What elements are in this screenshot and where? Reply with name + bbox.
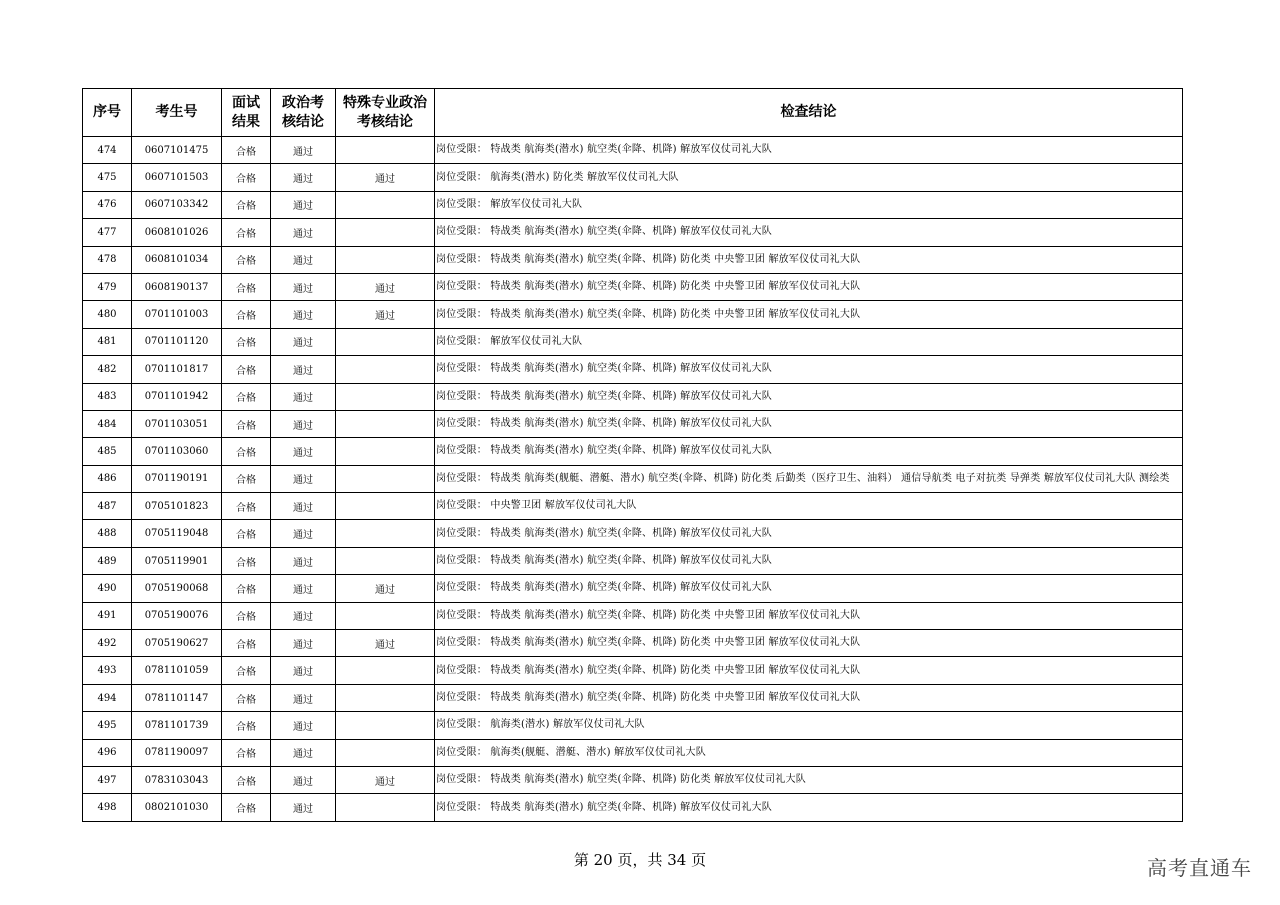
cell-interview: 合格 — [222, 438, 271, 465]
header-conclusion: 检查结论 — [435, 89, 1183, 137]
cell-candidate-no: 0701101003 — [132, 301, 222, 328]
cell-candidate-no: 0802101030 — [132, 794, 222, 821]
cell-candidate-no: 0705190627 — [132, 630, 222, 657]
cell-conclusion: 岗位受限： 特战类 航海类(潜水) 航空类(伞降、机降) 防化类 中央警卫团 解放军仪仗司礼大队 — [435, 301, 1183, 328]
cell-special — [336, 438, 435, 465]
results-table — [82, 88, 1183, 822]
cell-candidate-no: 0701101942 — [132, 383, 222, 410]
cell-political: 通过 — [271, 547, 336, 574]
page-number: 第 20 页，共 34 页 — [573, 851, 707, 869]
cell-special — [336, 739, 435, 766]
cell-seq: 477 — [83, 219, 132, 246]
table-row — [83, 575, 1183, 602]
cell-political: 通过 — [271, 575, 336, 602]
cell-interview: 合格 — [222, 794, 271, 821]
cell-special — [336, 219, 435, 246]
cell-interview: 合格 — [222, 630, 271, 657]
cell-seq: 483 — [83, 383, 132, 410]
cell-conclusion: 岗位受限： 特战类 航海类(潜水) 航空类(伞降、机降) 解放军仪仗司礼大队 — [435, 794, 1183, 821]
table-row — [83, 547, 1183, 574]
cell-candidate-no: 0607103342 — [132, 191, 222, 218]
cell-candidate-no: 0608101034 — [132, 246, 222, 273]
cell-seq: 495 — [83, 712, 132, 739]
cell-seq: 491 — [83, 602, 132, 629]
table-row — [83, 602, 1183, 629]
cell-conclusion: 岗位受限： 特战类 航海类(潜水) 航空类(伞降、机降) 防化类 中央警卫团 解放军仪仗司礼大队 — [435, 630, 1183, 657]
header-seq: 序号 — [83, 89, 132, 137]
cell-seq: 497 — [83, 766, 132, 793]
cell-political: 通过 — [271, 712, 336, 739]
table-body — [83, 137, 1183, 822]
cell-special — [336, 520, 435, 547]
cell-interview: 合格 — [222, 465, 271, 492]
cell-interview: 合格 — [222, 273, 271, 300]
cell-seq: 481 — [83, 328, 132, 355]
table-row — [83, 630, 1183, 657]
cell-interview: 合格 — [222, 520, 271, 547]
cell-special — [336, 493, 435, 520]
cell-seq: 475 — [83, 164, 132, 191]
cell-interview: 合格 — [222, 657, 271, 684]
cell-political: 通过 — [271, 684, 336, 711]
cell-conclusion: 岗位受限： 特战类 航海类(潜水) 航空类(伞降、机降) 解放军仪仗司礼大队 — [435, 547, 1183, 574]
header-political — [271, 89, 336, 137]
table-row — [83, 301, 1183, 328]
cell-special — [336, 356, 435, 383]
cell-special — [336, 383, 435, 410]
cell-conclusion: 岗位受限： 特战类 航海类(潜水) 航空类(伞降、机降) 解放军仪仗司礼大队 — [435, 219, 1183, 246]
cell-seq: 485 — [83, 438, 132, 465]
cell-conclusion: 岗位受限： 特战类 航海类(潜水) 航空类(伞降、机降) 解放军仪仗司礼大队 — [435, 137, 1183, 164]
cell-interview: 合格 — [222, 191, 271, 218]
table-row — [83, 383, 1183, 410]
cell-special — [336, 246, 435, 273]
header-interview-line2: 结果 — [232, 113, 260, 130]
cell-seq: 478 — [83, 246, 132, 273]
cell-political: 通过 — [271, 602, 336, 629]
cell-interview: 合格 — [222, 712, 271, 739]
cell-conclusion: 岗位受限： 航海类(潜水) 防化类 解放军仪仗司礼大队 — [435, 164, 1183, 191]
cell-seq: 488 — [83, 520, 132, 547]
cell-candidate-no: 0705190076 — [132, 602, 222, 629]
cell-conclusion: 岗位受限： 特战类 航海类(潜水) 航空类(伞降、机降) 解放军仪仗司礼大队 — [435, 575, 1183, 602]
table-row — [83, 137, 1183, 164]
cell-seq: 486 — [83, 465, 132, 492]
cell-seq: 496 — [83, 739, 132, 766]
table-row — [83, 493, 1183, 520]
table-row — [83, 794, 1183, 821]
cell-seq: 493 — [83, 657, 132, 684]
table-row — [83, 191, 1183, 218]
cell-candidate-no: 0781190097 — [132, 739, 222, 766]
cell-conclusion: 岗位受限： 特战类 航海类(潜水) 航空类(伞降、机降) 解放军仪仗司礼大队 — [435, 356, 1183, 383]
cell-political: 通过 — [271, 219, 336, 246]
cell-special — [336, 465, 435, 492]
table-row — [83, 219, 1183, 246]
cell-candidate-no: 0701101817 — [132, 356, 222, 383]
header-special-line2: 考核结论 — [357, 113, 413, 130]
cell-political: 通过 — [271, 410, 336, 437]
header-special-line1: 特殊专业政治 — [343, 94, 427, 111]
cell-political: 通过 — [271, 164, 336, 191]
watermark: 高考直通车 — [1147, 856, 1252, 880]
cell-political: 通过 — [271, 465, 336, 492]
cell-interview: 合格 — [222, 356, 271, 383]
cell-interview: 合格 — [222, 219, 271, 246]
cell-interview: 合格 — [222, 301, 271, 328]
table-row — [83, 766, 1183, 793]
table-row — [83, 356, 1183, 383]
cell-candidate-no: 0705119901 — [132, 547, 222, 574]
cell-interview: 合格 — [222, 766, 271, 793]
cell-special — [336, 712, 435, 739]
cell-interview: 合格 — [222, 410, 271, 437]
cell-conclusion: 岗位受限： 特战类 航海类(潜水) 航空类(伞降、机降) 解放军仪仗司礼大队 — [435, 438, 1183, 465]
table-row — [83, 246, 1183, 273]
table-row — [83, 739, 1183, 766]
table-row — [83, 465, 1183, 492]
cell-seq: 484 — [83, 410, 132, 437]
cell-candidate-no: 0781101147 — [132, 684, 222, 711]
cell-conclusion: 岗位受限： 特战类 航海类(潜水) 航空类(伞降、机降) 防化类 中央警卫团 解放军仪仗司礼大队 — [435, 657, 1183, 684]
cell-political: 通过 — [271, 137, 336, 164]
cell-political: 通过 — [271, 246, 336, 273]
cell-candidate-no: 0608101026 — [132, 219, 222, 246]
cell-conclusion: 岗位受限： 解放军仪仗司礼大队 — [435, 328, 1183, 355]
cell-seq: 492 — [83, 630, 132, 657]
cell-political: 通过 — [271, 383, 336, 410]
cell-seq: 490 — [83, 575, 132, 602]
cell-special — [336, 137, 435, 164]
cell-seq: 474 — [83, 137, 132, 164]
cell-interview: 合格 — [222, 602, 271, 629]
cell-interview: 合格 — [222, 547, 271, 574]
cell-conclusion: 岗位受限： 航海类(潜水) 解放军仪仗司礼大队 — [435, 712, 1183, 739]
cell-conclusion: 岗位受限： 中央警卫团 解放军仪仗司礼大队 — [435, 493, 1183, 520]
cell-interview: 合格 — [222, 383, 271, 410]
header-political-line2: 核结论 — [282, 113, 324, 130]
cell-interview: 合格 — [222, 328, 271, 355]
cell-seq: 480 — [83, 301, 132, 328]
cell-interview: 合格 — [222, 684, 271, 711]
cell-candidate-no: 0608190137 — [132, 273, 222, 300]
table-row — [83, 164, 1183, 191]
cell-seq: 489 — [83, 547, 132, 574]
cell-special: 通过 — [336, 164, 435, 191]
cell-conclusion: 岗位受限： 特战类 航海类(舰艇、潜艇、潜水) 航空类(伞降、机降) 防化类 后勤类（医疗卫生、油料） 通信导航类 电子对抗类 导弹类 解放军仪仗司礼大队 测绘类 — [435, 465, 1183, 492]
cell-political: 通过 — [271, 657, 336, 684]
cell-political: 通过 — [271, 766, 336, 793]
cell-interview: 合格 — [222, 575, 271, 602]
cell-candidate-no: 0783103043 — [132, 766, 222, 793]
cell-interview: 合格 — [222, 493, 271, 520]
header-interview — [222, 89, 271, 137]
cell-conclusion: 岗位受限： 特战类 航海类(潜水) 航空类(伞降、机降) 解放军仪仗司礼大队 — [435, 520, 1183, 547]
cell-seq: 479 — [83, 273, 132, 300]
cell-special — [336, 547, 435, 574]
cell-interview: 合格 — [222, 246, 271, 273]
cell-special: 通过 — [336, 766, 435, 793]
cell-political: 通过 — [271, 493, 336, 520]
cell-political: 通过 — [271, 520, 336, 547]
cell-candidate-no: 0607101503 — [132, 164, 222, 191]
cell-special — [336, 602, 435, 629]
cell-political: 通过 — [271, 739, 336, 766]
cell-political: 通过 — [271, 301, 336, 328]
table-row — [83, 410, 1183, 437]
cell-political: 通过 — [271, 328, 336, 355]
cell-candidate-no: 0701101120 — [132, 328, 222, 355]
cell-political: 通过 — [271, 438, 336, 465]
header-political-line1: 政治考 — [282, 94, 324, 111]
cell-seq: 498 — [83, 794, 132, 821]
cell-seq: 476 — [83, 191, 132, 218]
cell-conclusion: 岗位受限： 特战类 航海类(潜水) 航空类(伞降、机降) 防化类 中央警卫团 解放军仪仗司礼大队 — [435, 684, 1183, 711]
table-row — [83, 438, 1183, 465]
cell-conclusion: 岗位受限： 特战类 航海类(潜水) 航空类(伞降、机降) 防化类 中央警卫团 解放军仪仗司礼大队 — [435, 246, 1183, 273]
cell-interview: 合格 — [222, 164, 271, 191]
cell-political: 通过 — [271, 273, 336, 300]
cell-special: 通过 — [336, 575, 435, 602]
cell-special — [336, 410, 435, 437]
table-header-row — [83, 89, 1183, 137]
cell-conclusion: 岗位受限： 特战类 航海类(潜水) 航空类(伞降、机降) 防化类 解放军仪仗司礼大队 — [435, 766, 1183, 793]
cell-special: 通过 — [336, 273, 435, 300]
cell-political: 通过 — [271, 630, 336, 657]
cell-candidate-no: 0607101475 — [132, 137, 222, 164]
table-row — [83, 328, 1183, 355]
cell-candidate-no: 0705119048 — [132, 520, 222, 547]
cell-candidate-no: 0701103051 — [132, 410, 222, 437]
cell-conclusion: 岗位受限： 特战类 航海类(潜水) 航空类(伞降、机降) 解放军仪仗司礼大队 — [435, 383, 1183, 410]
cell-conclusion: 岗位受限： 解放军仪仗司礼大队 — [435, 191, 1183, 218]
table-row — [83, 712, 1183, 739]
table-row — [83, 520, 1183, 547]
cell-special — [336, 191, 435, 218]
cell-interview: 合格 — [222, 137, 271, 164]
table-row — [83, 273, 1183, 300]
table-row — [83, 684, 1183, 711]
cell-special: 通过 — [336, 301, 435, 328]
cell-conclusion: 岗位受限： 航海类(舰艇、潜艇、潜水) 解放军仪仗司礼大队 — [435, 739, 1183, 766]
cell-candidate-no: 0701103060 — [132, 438, 222, 465]
cell-seq: 487 — [83, 493, 132, 520]
cell-political: 通过 — [271, 356, 336, 383]
cell-seq: 482 — [83, 356, 132, 383]
cell-candidate-no: 0781101059 — [132, 657, 222, 684]
header-interview-line1: 面试 — [232, 94, 260, 111]
cell-political: 通过 — [271, 794, 336, 821]
cell-political: 通过 — [271, 191, 336, 218]
cell-special — [336, 328, 435, 355]
cell-seq: 494 — [83, 684, 132, 711]
cell-special — [336, 657, 435, 684]
header-special — [336, 89, 435, 137]
cell-special: 通过 — [336, 630, 435, 657]
table-row — [83, 657, 1183, 684]
cell-conclusion: 岗位受限： 特战类 航海类(潜水) 航空类(伞降、机降) 防化类 中央警卫团 解放军仪仗司礼大队 — [435, 273, 1183, 300]
cell-special — [336, 794, 435, 821]
cell-conclusion: 岗位受限： 特战类 航海类(潜水) 航空类(伞降、机降) 解放军仪仗司礼大队 — [435, 410, 1183, 437]
cell-candidate-no: 0701190191 — [132, 465, 222, 492]
cell-interview: 合格 — [222, 739, 271, 766]
cell-candidate-no: 0781101739 — [132, 712, 222, 739]
header-candidate-no: 考生号 — [132, 89, 222, 137]
cell-candidate-no: 0705190068 — [132, 575, 222, 602]
cell-special — [336, 684, 435, 711]
cell-candidate-no: 0705101823 — [132, 493, 222, 520]
cell-conclusion: 岗位受限： 特战类 航海类(潜水) 航空类(伞降、机降) 防化类 中央警卫团 解放军仪仗司礼大队 — [435, 602, 1183, 629]
